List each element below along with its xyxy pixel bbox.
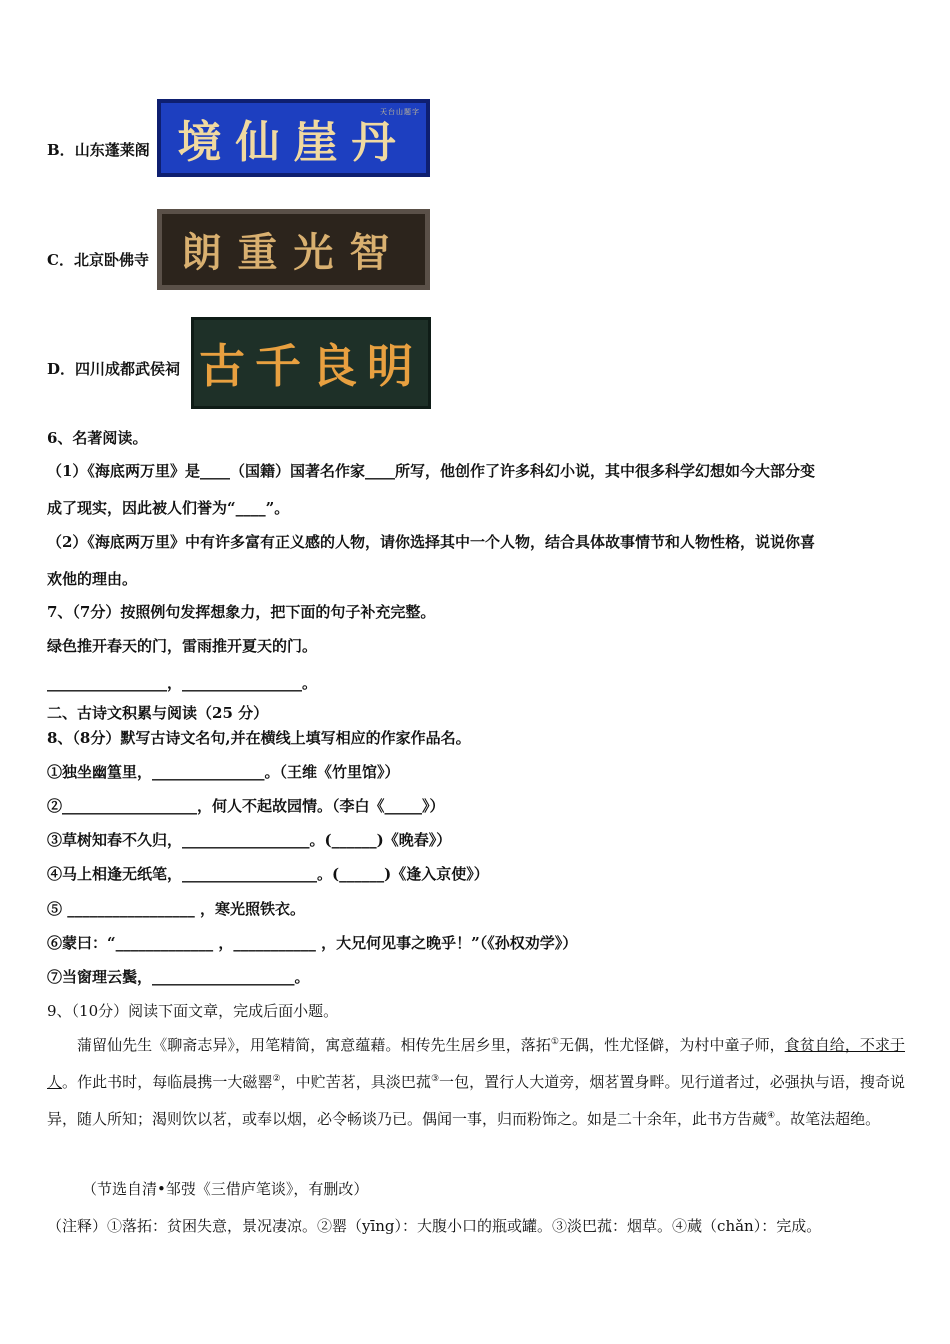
plaque-calligraphy: 朗重光智 bbox=[181, 229, 406, 276]
passage-text: 无偶，性尤怪僻，为村中童子师， bbox=[559, 1036, 785, 1054]
q6-part1-line2: 成了现实，因此被人们誉为“____”。 bbox=[47, 499, 290, 517]
q7-title: 7、（7分）按照例句发挥想象力，把下面的句子补充完整。 bbox=[47, 603, 436, 621]
footnote-marker: ③ bbox=[430, 1074, 440, 1084]
passage-text: 一包，置行人大道旁，烟茗置身畔。见行道者过，必强执与语，搜奇说异，随人所知；渴则饮以茗，或奉以烟，必令畅谈乃已。偶闻一事，归而粉饰之。如是二十余年，此书方告蒇 bbox=[47, 1073, 905, 1128]
q9-title: 9、（10分）阅读下面文章，完成后面小题。 bbox=[47, 1002, 339, 1020]
q8-item-2: ②__________________，何人不起故园情。（李白《_____》） bbox=[47, 797, 445, 815]
q6-part1-line1: （1）《海底两万里》是____（国籍）国著名作家____所写，他创作了许多科幻小说，其中很多科学幻想如今大部分变 bbox=[47, 462, 815, 480]
passage-text: 。故笔法超绝。 bbox=[775, 1110, 881, 1128]
footnote-marker: ① bbox=[550, 1037, 560, 1047]
option-b-label bbox=[47, 139, 150, 160]
q8-title: 8、（8分）默写古诗文名句,并在横线上填写相应的作家作品名。 bbox=[47, 729, 471, 747]
q7-example: 绿色推开春天的门，雷雨推开夏天的门。 bbox=[47, 637, 318, 655]
plaque-calligraphy: 境仙崖丹 bbox=[177, 117, 410, 168]
q7-blank: ________________，________________。 bbox=[47, 674, 318, 692]
q9-passage bbox=[47, 1027, 905, 1138]
q8-item-4: ④马上相逢无纸笔，__________________。(______)《逢入京使》） bbox=[47, 865, 489, 883]
q6-part2-line1: （2）《海底两万里》中有许多富有正义感的人物，请你选择其中一个人物，结合具体故事情节和人物性格，说说你喜 bbox=[47, 533, 815, 551]
plaque-seal: 天台山题字 bbox=[380, 108, 420, 116]
plaque-image-wofo bbox=[157, 209, 430, 290]
q6-part2-line2: 欢他的理由。 bbox=[47, 570, 138, 588]
option-place: 北京卧佛寺 bbox=[73, 251, 149, 269]
q8-item-7: ⑦当窗理云鬓，___________________。 bbox=[47, 968, 310, 986]
q9-source: （节选自清•邹弢《三借庐笔谈》，有删改） bbox=[82, 1180, 369, 1198]
option-letter: D． bbox=[47, 360, 76, 378]
option-place: 四川成都武侯祠 bbox=[75, 360, 181, 378]
underlined-phrase: 食贫自给，不求于人 bbox=[47, 1036, 905, 1091]
option-letter: C． bbox=[47, 251, 74, 269]
passage-text: 蒲留仙先生《聊斋志异》，用笔精简，寓意蕴藉。相传先生居乡里，落拓 bbox=[77, 1036, 551, 1054]
footnote-marker: ④ bbox=[767, 1111, 776, 1121]
footnote-marker: ② bbox=[272, 1074, 281, 1084]
q8-item-5: ⑤ _________________ ，寒光照铁衣。 bbox=[47, 900, 305, 918]
option-place: 山东蓬莱阁 bbox=[74, 141, 150, 159]
section-2-heading: 二、古诗文积累与阅读（25 分） bbox=[47, 704, 269, 722]
q8-item-3: ③草树知春不久归，_________________。(______)《晚春》） bbox=[47, 831, 452, 849]
option-d-label bbox=[47, 358, 180, 379]
option-c-label bbox=[47, 249, 149, 270]
passage-text: ，中贮苦茗，具淡巴菰 bbox=[280, 1073, 431, 1091]
q8-item-6: ⑥蒙曰：“_____________ ，___________ ，大兄何见事之晚乎！”（《孙权劝学》） bbox=[47, 934, 578, 952]
plaque-image-penglai bbox=[157, 99, 430, 177]
plaque-calligraphy: 古千良明 bbox=[199, 339, 423, 393]
passage-text: 。作此书时，每临晨携一大磁罂 bbox=[62, 1073, 273, 1091]
q9-notes: （注释）①落拓：贫困失意，景况凄凉。②罂（yīng）：大腹小口的瓶或罐。③淡巴菰：烟草。④蒇（chǎn）：完成。 bbox=[47, 1217, 822, 1235]
plaque-image-wuhou bbox=[191, 317, 431, 409]
q8-item-1: ①独坐幽篁里，_______________。（王维《竹里馆》） bbox=[47, 763, 400, 781]
q6-title: 6、名著阅读。 bbox=[47, 429, 148, 447]
option-letter: B． bbox=[47, 141, 75, 159]
